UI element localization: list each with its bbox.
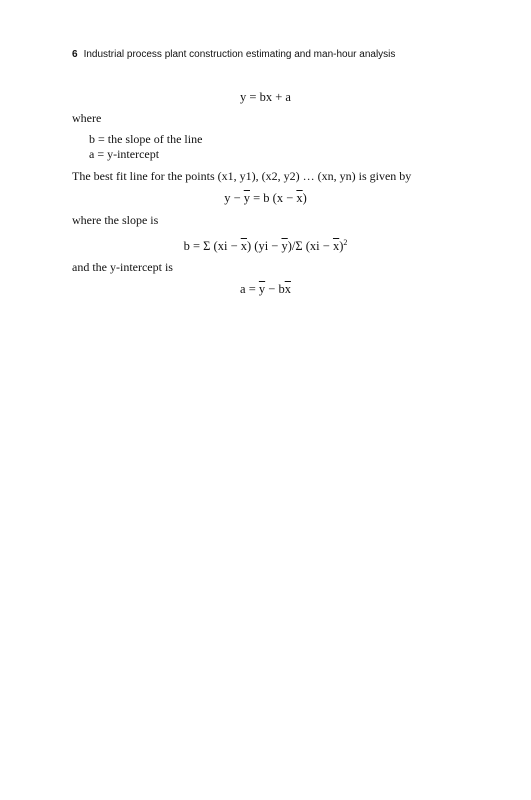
running-header — [72, 49, 395, 60]
equation-line: y = bx + a — [240, 90, 291, 104]
x-bar-symbol: $\overline{x}$ — [296, 191, 303, 205]
definition-slope: b = the slope of the line — [89, 132, 203, 146]
best-fit-sentence: The best fit line for the points (x1, y1), (x2, y2) … (xn, yn) is given by — [72, 169, 412, 183]
eq-slope-part: ) (yi − — [247, 239, 282, 253]
running-title: Industrial process plant construction estimating and man-hour analysis — [83, 49, 396, 60]
eq-slope-part: b = Σ (xi − — [183, 239, 241, 253]
equation-best-fit — [0, 191, 531, 205]
slope-label: where the slope is — [72, 213, 159, 227]
eq-intercept-part: a = — [240, 282, 259, 296]
eq-best-fit-part: y − — [224, 191, 244, 205]
equation-intercept — [0, 282, 531, 296]
definition-intercept: a = y-intercept — [89, 147, 160, 161]
eq-slope-part: )/Σ (xi − — [287, 239, 333, 253]
x-bar-symbol: $\overline{x}$ — [240, 239, 247, 253]
eq-best-fit-part: ) — [302, 191, 307, 205]
x-bar-symbol: $\overline{x}$ — [284, 282, 291, 296]
eq-intercept-part: − b — [265, 282, 285, 296]
equation-slope — [0, 236, 531, 253]
eq-best-fit-part: = b (x − — [250, 191, 297, 205]
eq-slope-part: ) — [339, 239, 344, 253]
y-bar-symbol: $\overline{y}$ — [258, 282, 266, 296]
x-bar-symbol: $\overline{x}$ — [332, 239, 340, 253]
where-label: where — [72, 111, 102, 125]
page-number: 6 — [72, 49, 78, 60]
y-bar-symbol: $\overline{y}$ — [281, 239, 288, 253]
exponent: 2 — [343, 238, 348, 247]
y-bar-symbol: $\overline{y}$ — [243, 191, 250, 205]
intercept-label: and the y-intercept is — [72, 260, 173, 274]
